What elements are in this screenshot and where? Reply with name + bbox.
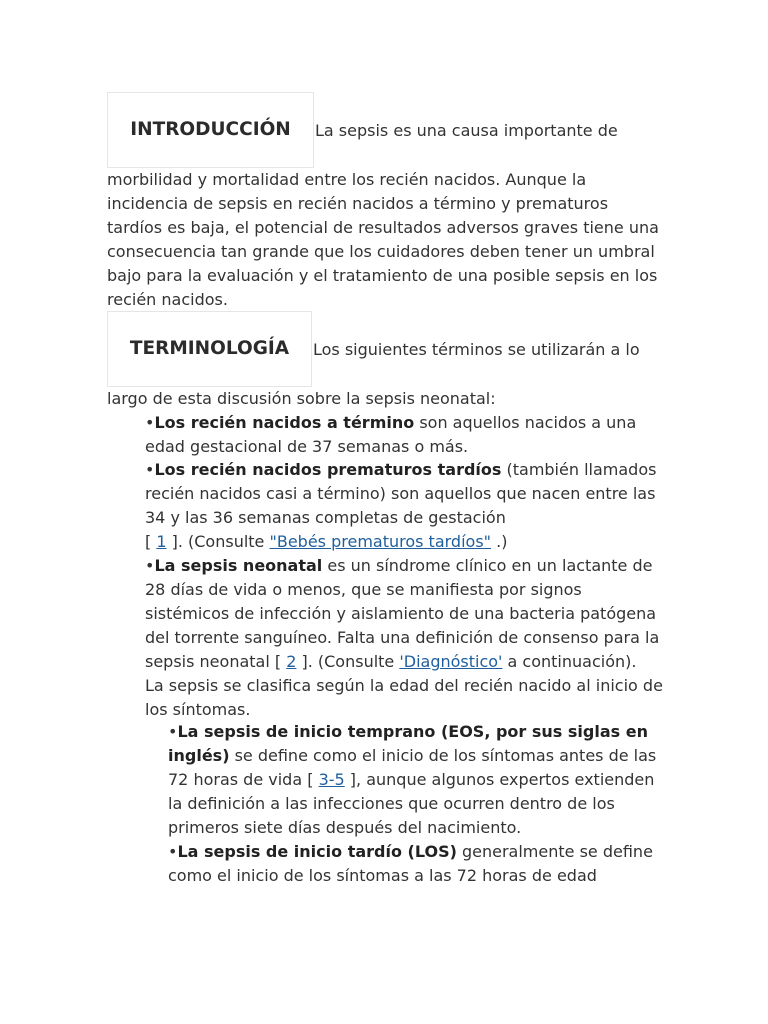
intro-lead-text: La sepsis es una causa importante de xyxy=(315,121,618,140)
ref-close: ]. (Consulte xyxy=(296,652,400,671)
intro-heading-box xyxy=(107,92,314,168)
reference-link-2[interactable]: 2 xyxy=(286,652,297,671)
item-tail: 72 horas de edad xyxy=(456,866,597,885)
term-definition: (también llamados recién nacidos casi a término) son aquellos que nacen entre las 34 y las 36 semanas completas de gestación xyxy=(145,460,657,527)
terminology-paragraph: largo de esta discusión sobre la sepsis neonatal: xyxy=(107,389,496,408)
list-item-neonatal-sepsis xyxy=(145,554,670,674)
reference-link-3-5[interactable]: 3-5 xyxy=(318,770,345,789)
bullet: • xyxy=(168,842,178,861)
term-label: La sepsis de inicio temprano (EOS, por sus siglas en inglés) xyxy=(168,722,648,765)
intro-heading: INTRODUCCIÓN xyxy=(130,119,291,140)
list-item-late-onset xyxy=(168,840,658,888)
intro-paragraph: morbilidad y mortalidad entre los recién nacidos. Aunque la incidencia de sepsis en recién nacidos a término y prematuros tardíos es baja, el potencial de resultados adversos graves tiene una consecuencia tan grande que los cuidadores deben tener un umbral bajo para la evaluación y el tratamiento de una posible sepsis en los recién nacidos. xyxy=(107,170,659,309)
term-definition: se define como el inicio de los síntomas antes de las 72 horas de vida [ xyxy=(168,746,657,789)
terminology-heading: TERMINOLOGÍA xyxy=(129,338,290,359)
item-tail: .) xyxy=(491,532,508,551)
term-label: Los recién nacidos a término xyxy=(154,413,415,432)
diagnosis-link[interactable]: 'Diagnóstico' xyxy=(399,652,503,671)
ref-close: ]. (Consulte xyxy=(166,532,270,551)
bullet: • xyxy=(168,722,178,741)
term-label: La sepsis neonatal xyxy=(154,556,323,575)
terminology-lead-text: Los siguientes términos se utilizarán a lo xyxy=(313,340,640,359)
item-tail: ], aunque algunos expertos extienden la definición a las infecciones que ocurren dentro de los primeros siete días después del nacimiento. xyxy=(168,770,655,837)
term-label: Los recién nacidos prematuros tardíos xyxy=(154,460,502,479)
late-preterm-link[interactable]: "Bebés prematuros tardíos" xyxy=(269,532,492,551)
term-definition: generalmente se define como el inicio de los síntomas a las xyxy=(168,842,653,885)
bullet: • xyxy=(145,460,155,479)
term-definition: son aquellos nacidos a una edad gestacional de 37 semanas o más. xyxy=(145,413,637,456)
item-tail: a continuación). xyxy=(502,652,637,671)
reference-link-1[interactable]: 1 xyxy=(156,532,167,551)
list-item-term-newborns xyxy=(145,411,670,459)
term-label: La sepsis de inicio tardío (LOS) xyxy=(177,842,457,861)
terminology-heading-box xyxy=(107,311,312,387)
ref-bracket: [ xyxy=(145,532,157,551)
list-item-early-onset xyxy=(168,720,658,840)
bullet: • xyxy=(145,556,155,575)
list-item-late-preterm xyxy=(145,458,670,554)
term-definition: es un síndrome clínico en un lactante de 28 días de vida o menos, que se manifiesta por signos sistémicos de infección y aislamiento de una bacteria patógena del torrente sanguíneo. Falta una definición de consenso para la sepsis neonatal [ xyxy=(145,556,660,671)
classification-paragraph: La sepsis se clasifica según la edad del recién nacido al inicio de los síntomas. xyxy=(145,676,663,719)
bullet: • xyxy=(145,413,155,432)
